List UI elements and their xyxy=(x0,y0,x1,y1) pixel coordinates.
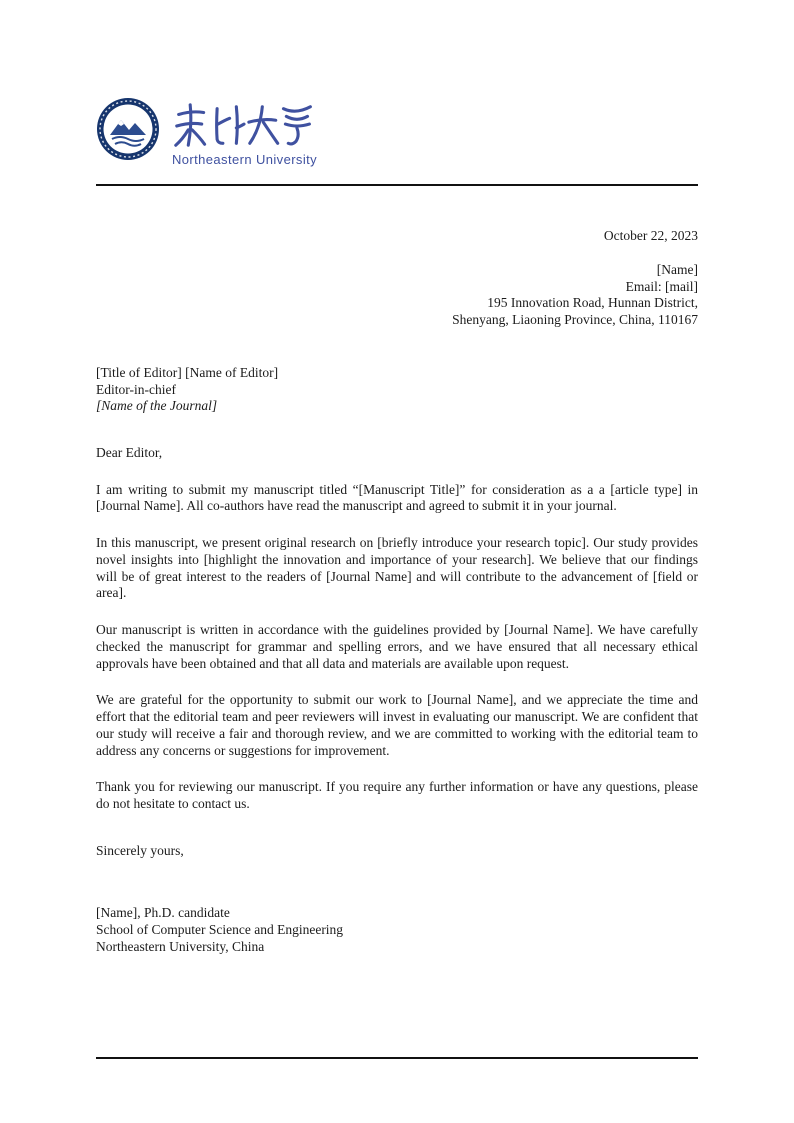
letter-paragraph: I am writing to submit my manuscript titled “[Manuscript Title]” for consideration as a a [article type] in [Journal Name]. All co-authors have read the manuscript and agreed to submit it in your journal. xyxy=(96,481,698,514)
university-wordmark: Northeastern University xyxy=(172,152,318,167)
sender-address-line2: Shenyang, Liaoning Province, China, 110167 xyxy=(452,312,698,328)
letter-date: October 22, 2023 xyxy=(603,228,698,244)
sender-name: [Name] xyxy=(656,261,698,277)
header-divider xyxy=(96,184,698,186)
recipient-role-line: Editor-in-chief xyxy=(96,381,176,397)
signature-block xyxy=(96,905,698,955)
recipient-journal-line: [Name of the Journal] xyxy=(96,398,218,414)
signature-university: Northeastern University, China xyxy=(96,938,265,954)
recipient-editor-line: [Title of Editor] [Name of Editor] xyxy=(96,364,279,380)
university-seal-icon xyxy=(96,97,160,161)
signature-name: [Name], Ph.D. candidate xyxy=(96,905,230,921)
recipient-block xyxy=(96,365,698,415)
signature-school: School of Computer Science and Engineering xyxy=(96,922,344,938)
sender-address-line1: 195 Innovation Road, Hunnan District, xyxy=(487,295,698,311)
letter-paragraph: Our manuscript is written in accordance with the guidelines provided by [Journal Name]. We have carefully checked the manuscript for grammar and spelling errors, and we have ensured that all necessary ethical approvals have been obtained and that all data and materials are available upon request. xyxy=(96,622,698,671)
letter-paragraph: Thank you for reviewing our manuscript. If you require any further information or have any questions, please do not hesitate to contact us. xyxy=(96,779,698,811)
closing: Sincerely yours, xyxy=(96,842,184,858)
letter-paragraph: In this manuscript, we present original research on [briefly introduce your research topic]. Our study provides novel insights into [highlight the innovation and importance of your research]. We believe that our findings will be of great interest to the readers of [Journal Name] and will contribute to the advancement of [field or area]. xyxy=(96,535,698,601)
letter-paragraph: We are grateful for the opportunity to submit our work to [Journal Name], and we appreciate the time and effort that the editorial team and peer reviewers will invest in evaluating our manuscript. We are confident that our study will receive a fair and thorough review, and we are committed to working with the editorial team to address any concerns or suggestions for improvement. xyxy=(96,692,698,758)
sender-email: Email: [mail] xyxy=(625,278,698,294)
footer-divider xyxy=(96,1057,698,1059)
sender-block xyxy=(96,262,698,329)
letterhead xyxy=(96,97,698,168)
logo-text-column xyxy=(170,97,320,168)
university-calligraphy-icon xyxy=(170,101,320,151)
salutation: Dear Editor, xyxy=(96,444,163,460)
